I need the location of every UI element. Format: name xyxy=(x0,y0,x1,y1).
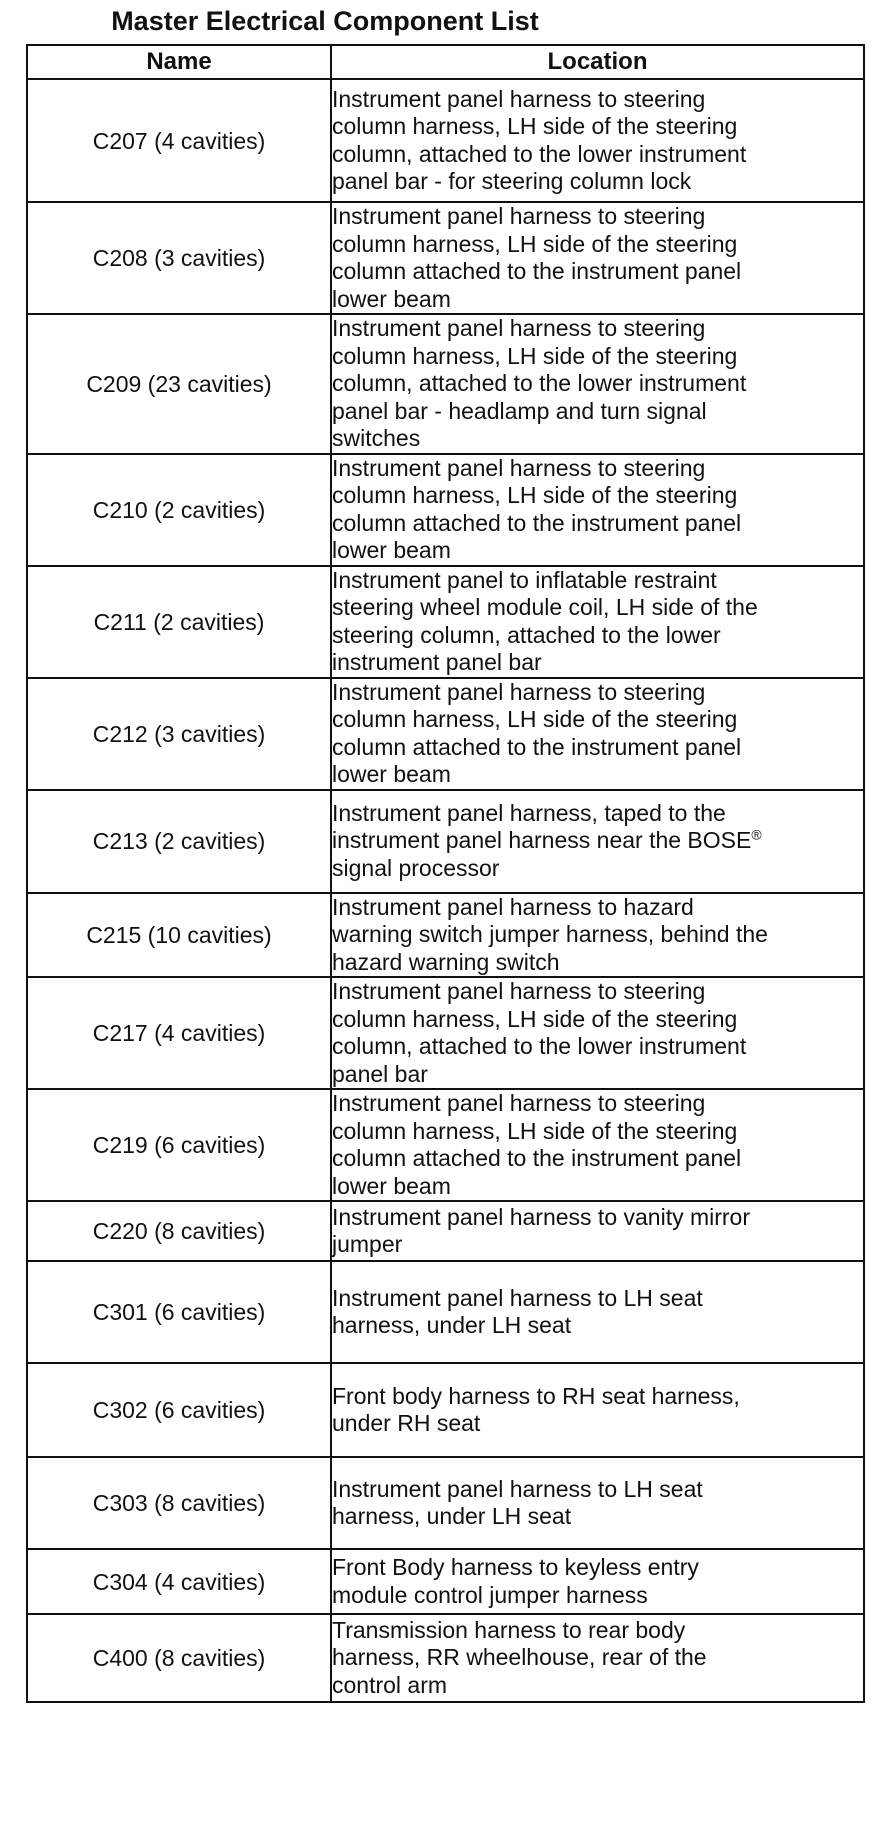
location-text: Instrument panel harness to steering column harness, LH side of the steering column, attached to the lower instrument panel bar xyxy=(332,978,747,1087)
location-text: Instrument panel harness to hazard warning switch jumper harness, behind the hazard warning switch xyxy=(332,893,768,975)
column-header-name: Name xyxy=(27,45,331,79)
component-location xyxy=(331,1089,864,1201)
table-row xyxy=(27,202,864,314)
table-row xyxy=(27,790,864,893)
component-location xyxy=(331,1261,864,1363)
location-text: Instrument panel harness to steering column harness, LH side of the steering column, attached to the lower instrument panel bar - headlamp and turn signal switches xyxy=(332,315,747,451)
table-row xyxy=(27,566,864,678)
location-text: Transmission harness to rear body harness, RR wheelhouse, rear of the control arm xyxy=(332,1616,707,1698)
table-row xyxy=(27,1614,864,1702)
table-row xyxy=(27,1261,864,1363)
component-location xyxy=(331,977,864,1089)
component-name: C303 (8 cavities) xyxy=(27,1457,331,1549)
table-row xyxy=(27,1089,864,1201)
location-text: Instrument panel to inflatable restraint steering wheel module coil, LH side of the steering column, attached to the lower instrument panel bar xyxy=(332,566,758,675)
component-name: C208 (3 cavities) xyxy=(27,202,331,314)
page-title: Master Electrical Component List xyxy=(111,6,539,36)
component-name: C211 (2 cavities) xyxy=(27,566,331,678)
component-name: C219 (6 cavities) xyxy=(27,1089,331,1201)
component-location xyxy=(331,1614,864,1702)
location-text: Instrument panel harness to steering column harness, LH side of the steering column attached to the instrument panel lower beam xyxy=(332,454,742,563)
location-text: Instrument panel harness to steering column harness, LH side of the steering column attached to the instrument panel lower beam xyxy=(332,678,742,787)
component-name: C212 (3 cavities) xyxy=(27,678,331,790)
component-location xyxy=(331,566,864,678)
location-text: Instrument panel harness to LH seat harness, under LH seat xyxy=(332,1475,703,1529)
table-row xyxy=(27,1201,864,1261)
column-header-location: Location xyxy=(331,45,864,79)
component-name: C210 (2 cavities) xyxy=(27,454,331,566)
component-name: C220 (8 cavities) xyxy=(27,1201,331,1261)
table-row xyxy=(27,79,864,202)
table-row xyxy=(27,1549,864,1614)
location-text-part: Instrument panel harness, taped to the instrument panel harness near the BOSE xyxy=(332,799,752,854)
registered-mark: ® xyxy=(751,826,762,843)
component-location xyxy=(331,678,864,790)
component-location xyxy=(331,1457,864,1549)
component-location xyxy=(331,1201,864,1261)
component-name: C301 (6 cavities) xyxy=(27,1261,331,1363)
component-table xyxy=(26,44,865,1703)
component-name: C304 (4 cavities) xyxy=(27,1549,331,1614)
component-location xyxy=(331,79,864,202)
table-row xyxy=(27,977,864,1089)
location-text: Instrument panel harness to vanity mirror jumper xyxy=(332,1203,751,1257)
table-header-row xyxy=(27,45,864,79)
table-row xyxy=(27,314,864,454)
location-text: Front body harness to RH seat harness, under RH seat xyxy=(332,1382,740,1436)
component-location xyxy=(331,1363,864,1457)
location-text: Front Body harness to keyless entry module control jumper harness xyxy=(332,1554,699,1608)
location-text: Instrument panel harness to steering column harness, LH side of the steering column attached to the instrument panel lower beam xyxy=(332,1090,742,1199)
component-name: C302 (6 cavities) xyxy=(27,1363,331,1457)
location-text: Instrument panel harness to LH seat harness, under LH seat xyxy=(332,1284,703,1338)
table-row xyxy=(27,678,864,790)
table-row xyxy=(27,1363,864,1457)
location-text-part: signal processor xyxy=(332,854,500,881)
component-location xyxy=(331,1549,864,1614)
component-name: C213 (2 cavities) xyxy=(27,790,331,893)
location-text: Instrument panel harness to steering column harness, LH side of the steering column, attached to the lower instrument panel bar - for steering column lock xyxy=(332,85,747,194)
table-row xyxy=(27,893,864,978)
component-name: C209 (23 cavities) xyxy=(27,314,331,454)
component-location xyxy=(331,454,864,566)
component-name: C217 (4 cavities) xyxy=(27,977,331,1089)
location-text: Instrument panel harness to steering column harness, LH side of the steering column attached to the instrument panel lower beam xyxy=(332,203,742,312)
table-row xyxy=(27,454,864,566)
location-text xyxy=(332,800,863,883)
component-location xyxy=(331,202,864,314)
component-name: C215 (10 cavities) xyxy=(27,893,331,978)
component-location xyxy=(331,314,864,454)
table-row xyxy=(27,1457,864,1549)
component-location xyxy=(331,893,864,978)
component-location xyxy=(331,790,864,893)
component-name: C400 (8 cavities) xyxy=(27,1614,331,1702)
component-name: C207 (4 cavities) xyxy=(27,79,331,202)
